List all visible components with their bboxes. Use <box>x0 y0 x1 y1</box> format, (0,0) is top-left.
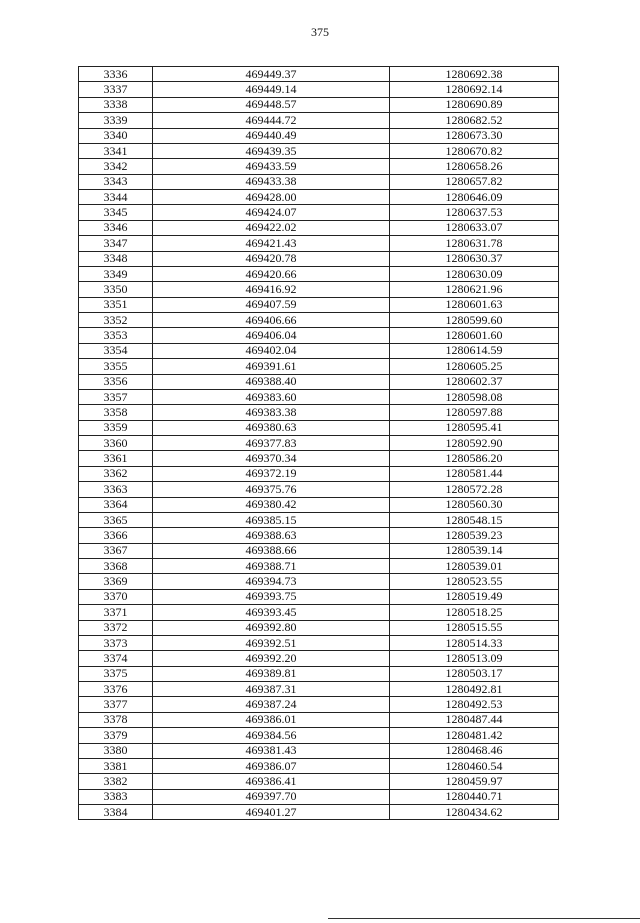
point-number-cell: 3336 <box>79 67 153 82</box>
point-number-cell: 3342 <box>79 159 153 174</box>
table-row <box>79 743 559 758</box>
table-row <box>79 635 559 650</box>
point-number-cell: 3345 <box>79 205 153 220</box>
x-coordinate-cell: 469387.24 <box>153 697 390 712</box>
point-number-cell: 3378 <box>79 712 153 727</box>
x-coordinate-cell: 469416.92 <box>153 282 390 297</box>
y-coordinate-cell: 1280633.07 <box>390 220 559 235</box>
x-coordinate-cell: 469406.04 <box>153 328 390 343</box>
table-row <box>79 589 559 604</box>
y-coordinate-cell: 1280515.55 <box>390 620 559 635</box>
x-coordinate-cell: 469424.07 <box>153 205 390 220</box>
table-row <box>79 313 559 328</box>
table-row <box>79 143 559 158</box>
table-row <box>79 128 559 143</box>
table-row <box>79 789 559 804</box>
x-coordinate-cell: 469420.78 <box>153 251 390 266</box>
table-row <box>79 343 559 358</box>
y-coordinate-cell: 1280539.14 <box>390 543 559 558</box>
table-row <box>79 482 559 497</box>
point-number-cell: 3341 <box>79 143 153 158</box>
y-coordinate-cell: 1280492.53 <box>390 697 559 712</box>
x-coordinate-cell: 469385.15 <box>153 512 390 527</box>
x-coordinate-cell: 469388.40 <box>153 374 390 389</box>
y-coordinate-cell: 1280630.09 <box>390 266 559 281</box>
x-coordinate-cell: 469387.31 <box>153 682 390 697</box>
x-coordinate-cell: 469421.43 <box>153 236 390 251</box>
point-number-cell: 3347 <box>79 236 153 251</box>
x-coordinate-cell: 469386.07 <box>153 758 390 773</box>
y-coordinate-cell: 1280614.59 <box>390 343 559 358</box>
y-coordinate-cell: 1280539.01 <box>390 559 559 574</box>
table-row <box>79 666 559 681</box>
x-coordinate-cell: 469449.14 <box>153 82 390 97</box>
y-coordinate-cell: 1280513.09 <box>390 651 559 666</box>
point-number-cell: 3346 <box>79 220 153 235</box>
y-coordinate-cell: 1280598.08 <box>390 389 559 404</box>
y-coordinate-cell: 1280682.52 <box>390 113 559 128</box>
table-row <box>79 420 559 435</box>
x-coordinate-cell: 469384.56 <box>153 728 390 743</box>
point-number-cell: 3339 <box>79 113 153 128</box>
x-coordinate-cell: 469449.37 <box>153 67 390 82</box>
y-coordinate-cell: 1280581.44 <box>390 466 559 481</box>
point-number-cell: 3361 <box>79 451 153 466</box>
y-coordinate-cell: 1280631.78 <box>390 236 559 251</box>
y-coordinate-cell: 1280518.25 <box>390 605 559 620</box>
coordinate-table <box>78 66 559 820</box>
y-coordinate-cell: 1280597.88 <box>390 405 559 420</box>
point-number-cell: 3373 <box>79 635 153 650</box>
point-number-cell: 3380 <box>79 743 153 758</box>
table-row <box>79 389 559 404</box>
point-number-cell: 3383 <box>79 789 153 804</box>
x-coordinate-cell: 469439.35 <box>153 143 390 158</box>
table-row <box>79 712 559 727</box>
table-row <box>79 805 559 820</box>
table-row <box>79 328 559 343</box>
y-coordinate-cell: 1280586.20 <box>390 451 559 466</box>
x-coordinate-cell: 469391.61 <box>153 359 390 374</box>
y-coordinate-cell: 1280601.60 <box>390 328 559 343</box>
y-coordinate-cell: 1280595.41 <box>390 420 559 435</box>
point-number-cell: 3374 <box>79 651 153 666</box>
point-number-cell: 3379 <box>79 728 153 743</box>
table-row <box>79 512 559 527</box>
y-coordinate-cell: 1280560.30 <box>390 497 559 512</box>
table-row <box>79 374 559 389</box>
point-number-cell: 3363 <box>79 482 153 497</box>
y-coordinate-cell: 1280481.42 <box>390 728 559 743</box>
point-number-cell: 3353 <box>79 328 153 343</box>
point-number-cell: 3348 <box>79 251 153 266</box>
x-coordinate-cell: 469392.80 <box>153 620 390 635</box>
table-row <box>79 220 559 235</box>
y-coordinate-cell: 1280503.17 <box>390 666 559 681</box>
x-coordinate-cell: 469388.66 <box>153 543 390 558</box>
y-coordinate-cell: 1280658.26 <box>390 159 559 174</box>
x-coordinate-cell: 469433.59 <box>153 159 390 174</box>
table-row <box>79 97 559 112</box>
y-coordinate-cell: 1280630.37 <box>390 251 559 266</box>
x-coordinate-cell: 469440.49 <box>153 128 390 143</box>
x-coordinate-cell: 469392.51 <box>153 635 390 650</box>
y-coordinate-cell: 1280602.37 <box>390 374 559 389</box>
point-number-cell: 3362 <box>79 466 153 481</box>
x-coordinate-cell: 469383.60 <box>153 389 390 404</box>
y-coordinate-cell: 1280468.46 <box>390 743 559 758</box>
point-number-cell: 3369 <box>79 574 153 589</box>
table-row <box>79 236 559 251</box>
y-coordinate-cell: 1280673.30 <box>390 128 559 143</box>
y-coordinate-cell: 1280592.90 <box>390 436 559 451</box>
point-number-cell: 3371 <box>79 605 153 620</box>
page-number: 375 <box>311 25 329 39</box>
table-row <box>79 605 559 620</box>
table-row <box>79 282 559 297</box>
table-row <box>79 82 559 97</box>
point-number-cell: 3343 <box>79 174 153 189</box>
point-number-cell: 3376 <box>79 682 153 697</box>
table-row <box>79 159 559 174</box>
y-coordinate-cell: 1280440.71 <box>390 789 559 804</box>
x-coordinate-cell: 469381.43 <box>153 743 390 758</box>
y-coordinate-cell: 1280690.89 <box>390 97 559 112</box>
point-number-cell: 3366 <box>79 528 153 543</box>
point-number-cell: 3344 <box>79 190 153 205</box>
table-row <box>79 190 559 205</box>
x-coordinate-cell: 469372.19 <box>153 466 390 481</box>
point-number-cell: 3364 <box>79 497 153 512</box>
y-coordinate-cell: 1280459.97 <box>390 774 559 789</box>
point-number-cell: 3354 <box>79 343 153 358</box>
x-coordinate-cell: 469370.34 <box>153 451 390 466</box>
table-row <box>79 67 559 82</box>
point-number-cell: 3359 <box>79 420 153 435</box>
point-number-cell: 3350 <box>79 282 153 297</box>
y-coordinate-cell: 1280523.55 <box>390 574 559 589</box>
x-coordinate-cell: 469394.73 <box>153 574 390 589</box>
point-number-cell: 3357 <box>79 389 153 404</box>
point-number-cell: 3337 <box>79 82 153 97</box>
point-number-cell: 3349 <box>79 266 153 281</box>
x-coordinate-cell: 469393.75 <box>153 589 390 604</box>
x-coordinate-cell: 469407.59 <box>153 297 390 312</box>
y-coordinate-cell: 1280692.14 <box>390 82 559 97</box>
point-number-cell: 3360 <box>79 436 153 451</box>
table-row <box>79 251 559 266</box>
table-row <box>79 359 559 374</box>
y-coordinate-cell: 1280646.09 <box>390 190 559 205</box>
table-row <box>79 697 559 712</box>
point-number-cell: 3351 <box>79 297 153 312</box>
table-row <box>79 451 559 466</box>
x-coordinate-cell: 469380.42 <box>153 497 390 512</box>
point-number-cell: 3356 <box>79 374 153 389</box>
table-row <box>79 758 559 773</box>
x-coordinate-cell: 469401.27 <box>153 805 390 820</box>
point-number-cell: 3365 <box>79 512 153 527</box>
y-coordinate-cell: 1280514.33 <box>390 635 559 650</box>
table-row <box>79 297 559 312</box>
table-row <box>79 174 559 189</box>
y-coordinate-cell: 1280434.62 <box>390 805 559 820</box>
point-number-cell: 3370 <box>79 589 153 604</box>
x-coordinate-cell: 469448.57 <box>153 97 390 112</box>
y-coordinate-cell: 1280692.38 <box>390 67 559 82</box>
table-row <box>79 620 559 635</box>
x-coordinate-cell: 469433.38 <box>153 174 390 189</box>
point-number-cell: 3375 <box>79 666 153 681</box>
x-coordinate-cell: 469389.81 <box>153 666 390 681</box>
x-coordinate-cell: 469375.76 <box>153 482 390 497</box>
x-coordinate-cell: 469388.63 <box>153 528 390 543</box>
table-row <box>79 436 559 451</box>
table-row <box>79 574 559 589</box>
y-coordinate-cell: 1280621.96 <box>390 282 559 297</box>
y-coordinate-cell: 1280601.63 <box>390 297 559 312</box>
y-coordinate-cell: 1280670.82 <box>390 143 559 158</box>
x-coordinate-cell: 469428.00 <box>153 190 390 205</box>
point-number-cell: 3358 <box>79 405 153 420</box>
table-row <box>79 559 559 574</box>
x-coordinate-cell: 469386.41 <box>153 774 390 789</box>
table-row <box>79 497 559 512</box>
x-coordinate-cell: 469388.71 <box>153 559 390 574</box>
point-number-cell: 3368 <box>79 559 153 574</box>
table-row <box>79 651 559 666</box>
table-row <box>79 528 559 543</box>
point-number-cell: 3340 <box>79 128 153 143</box>
bottom-edge-line <box>328 918 640 919</box>
x-coordinate-cell: 469380.63 <box>153 420 390 435</box>
y-coordinate-cell: 1280548.15 <box>390 512 559 527</box>
y-coordinate-cell: 1280460.54 <box>390 758 559 773</box>
table-row <box>79 113 559 128</box>
table-row <box>79 205 559 220</box>
point-number-cell: 3382 <box>79 774 153 789</box>
x-coordinate-cell: 469397.70 <box>153 789 390 804</box>
point-number-cell: 3338 <box>79 97 153 112</box>
x-coordinate-cell: 469444.72 <box>153 113 390 128</box>
y-coordinate-cell: 1280599.60 <box>390 313 559 328</box>
x-coordinate-cell: 469383.38 <box>153 405 390 420</box>
y-coordinate-cell: 1280539.23 <box>390 528 559 543</box>
x-coordinate-cell: 469386.01 <box>153 712 390 727</box>
x-coordinate-cell: 469377.83 <box>153 436 390 451</box>
y-coordinate-cell: 1280637.53 <box>390 205 559 220</box>
table-row <box>79 543 559 558</box>
table-row <box>79 682 559 697</box>
x-coordinate-cell: 469392.20 <box>153 651 390 666</box>
coordinate-table-body <box>79 67 559 820</box>
x-coordinate-cell: 469406.66 <box>153 313 390 328</box>
point-number-cell: 3367 <box>79 543 153 558</box>
x-coordinate-cell: 469402.04 <box>153 343 390 358</box>
table-row <box>79 728 559 743</box>
x-coordinate-cell: 469420.66 <box>153 266 390 281</box>
x-coordinate-cell: 469422.02 <box>153 220 390 235</box>
table-row <box>79 405 559 420</box>
point-number-cell: 3352 <box>79 313 153 328</box>
table-row <box>79 266 559 281</box>
table-row <box>79 774 559 789</box>
y-coordinate-cell: 1280519.49 <box>390 589 559 604</box>
point-number-cell: 3381 <box>79 758 153 773</box>
y-coordinate-cell: 1280657.82 <box>390 174 559 189</box>
y-coordinate-cell: 1280572.28 <box>390 482 559 497</box>
y-coordinate-cell: 1280492.81 <box>390 682 559 697</box>
point-number-cell: 3355 <box>79 359 153 374</box>
table-row <box>79 466 559 481</box>
point-number-cell: 3384 <box>79 805 153 820</box>
y-coordinate-cell: 1280605.25 <box>390 359 559 374</box>
point-number-cell: 3377 <box>79 697 153 712</box>
point-number-cell: 3372 <box>79 620 153 635</box>
y-coordinate-cell: 1280487.44 <box>390 712 559 727</box>
x-coordinate-cell: 469393.45 <box>153 605 390 620</box>
